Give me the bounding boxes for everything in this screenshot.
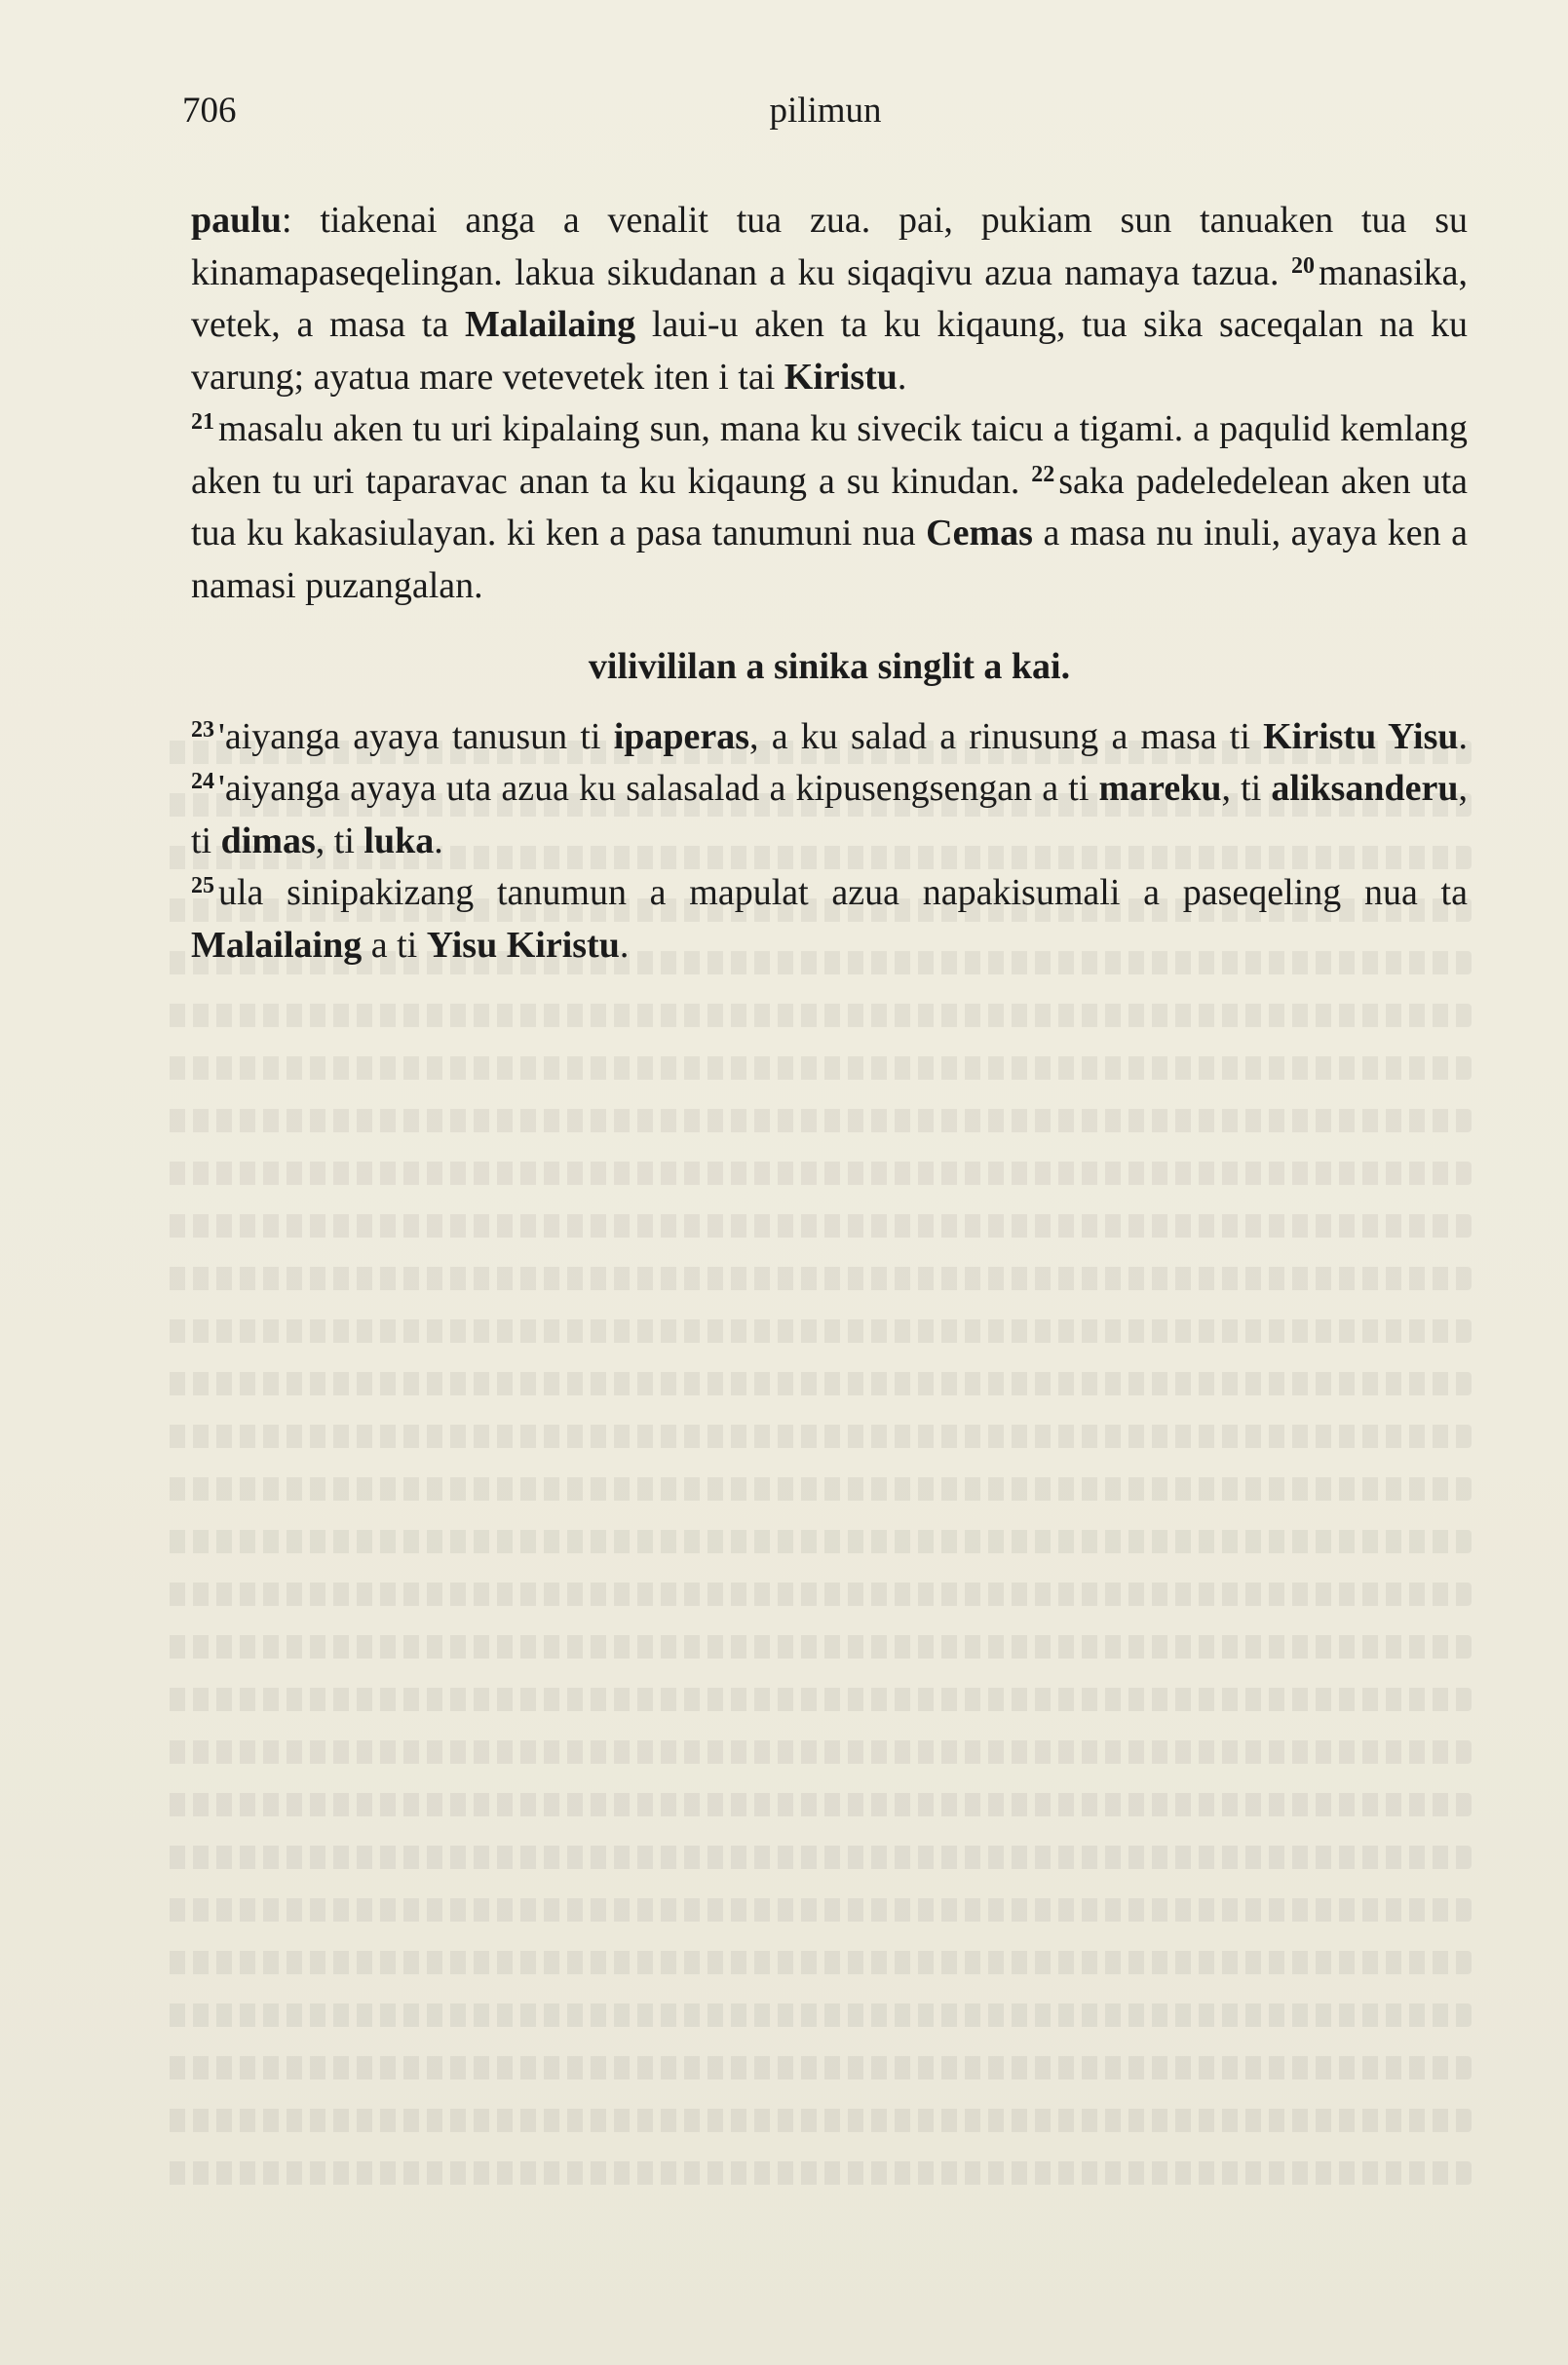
verse-number: 24: [191, 769, 214, 794]
paragraph: paulu: tiakenai anga a venalit tua zua. pai, pukiam sun tanuaken tua su kinamapaseqelingan. lakua sikudanan a ku siqaqivu azua namaya tazua. $^{20}$ manasika, vetek, a masa ta Malailaing laui-u aken ta ku kiqaung, tua sika saceqalan na ku varung; ayatua mare vetevetek iten i tai Kiristu.: [191, 200, 1468, 398]
verse-number: 25: [191, 873, 214, 898]
proper-name: Yisu Kiristu: [426, 924, 620, 966]
verse-number: 22: [1031, 461, 1055, 487]
verse-number: 21: [191, 409, 214, 435]
verse-number: 23: [191, 716, 214, 743]
proper-name: aliksanderu: [1271, 768, 1459, 809]
proper-name: Kiristu: [784, 356, 898, 398]
page-body: [191, 195, 1468, 972]
paragraph: $^{23}$ 'aiyanga ayaya tanusun ti ipaperas, a ku salad a rinusung a masa ti Kiristu Yisu. $^{24}$ 'aiyanga ayaya uta azua ku salasalad a kipusengsengan a ti mareku, ti aliksanderu, ti dimas, ti luka.: [191, 715, 1469, 861]
proper-name: Kiristu Yisu: [1263, 715, 1459, 757]
proper-name: mareku: [1098, 768, 1222, 809]
running-head: pilimun: [769, 91, 882, 131]
verse-number: 20: [1290, 252, 1315, 279]
proper-name: Malailaing: [464, 304, 636, 345]
proper-name: luka: [363, 820, 435, 861]
speaker-name: paulu: [191, 200, 282, 241]
page-number: 706: [182, 91, 237, 131]
proper-name: Malailaing: [191, 924, 363, 966]
section-heading: vilivililan a sinika singlit a kai.: [588, 646, 1071, 687]
paragraph: $^{21}$ masalu aken tu uri kipalaing sun, mana ku sivecik taicu a tigami. a paqulid kemlang aken tu uri taparavac anan ta ku kiqaung a su kinudan. $^{22}$ saka padeledelean aken uta tua ku kakasiulayan. ki ken a pasa tanumuni nua Cemas a masa nu inuli, ayaya ken a namasi puzangalan.: [191, 408, 1469, 606]
proper-name: Cemas: [926, 513, 1033, 553]
paragraph: $^{25}$ ula sinipakizang tanumun a mapulat azua napakisumali a paseqeling nua ta Malailaing a ti Yisu Kiristu.: [191, 872, 1468, 966]
proper-name: dimas: [220, 820, 316, 861]
proper-name: ipaperas: [613, 715, 750, 757]
page-header: [182, 90, 1469, 138]
